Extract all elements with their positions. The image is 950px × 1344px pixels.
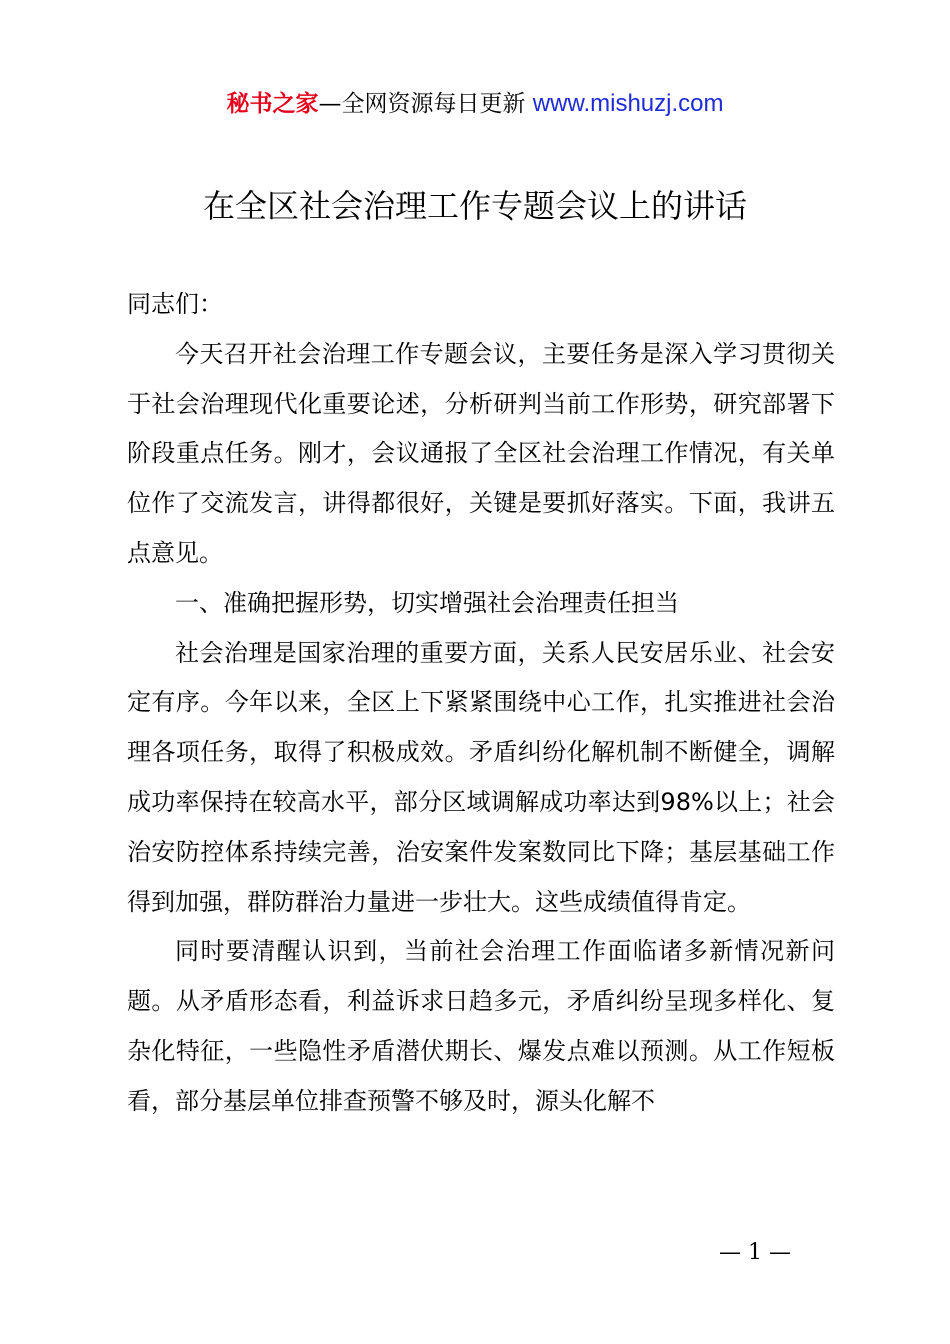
document-title: 在全区社会治理工作专题会议上的讲话 [202, 187, 747, 225]
page-number: — 1 — [719, 1240, 791, 1265]
body-paragraph: 今天召开社会治理工作专题会议，主要任务是深入学习贯彻关于社会治理现代化重要论述，分析研判当前工作形势，研究部署下阶段重点任务。刚才，会议通报了全区社会治理工作情况，有关单位作了交流发言，讲得都很好，关键是要抓好落实。下面，我讲五点意见。 [127, 339, 835, 567]
body-paragraph: 社会治理是国家治理的重要方面，关系人民安居乐业、社会安定有序。今年以来，全区上下紧紧围绕中心工作，扎实推进社会治理各项任务，取得了积极成效。矛盾纠纷化解机制不断健全，调解成功率保持在较高水平，部分区域调解成功率达到98%以上；社会治安防控体系持续完善，治安案件发案数同比下降；基层基础工作得到加强，群防群治力量进一步壮大。这些成绩值得肯定。 [127, 638, 835, 916]
document-body [127, 280, 835, 1127]
section-heading: 一、准确把握形势，切实增强社会治理责任担当 [175, 588, 679, 617]
site-brand-name: 秘书之家 [226, 91, 319, 117]
salutation: 同志们： [127, 290, 223, 318]
body-paragraph: 同时要清醒认识到，当前社会治理工作面临诸多新情况新问题。从矛盾形态看，利益诉求日趋多元，矛盾纠纷呈现多样化、复杂化特征，一些隐性矛盾潜伏期长、爆发点难以预测。从工作短板看，部分基层单位排查预警不够及时，源头化解不 [127, 937, 835, 1115]
site-url-link[interactable]: www.mishuzj.com [532, 90, 724, 117]
site-watermark-header [0, 86, 950, 122]
site-tagline: —全网资源每日更新 [318, 91, 526, 117]
